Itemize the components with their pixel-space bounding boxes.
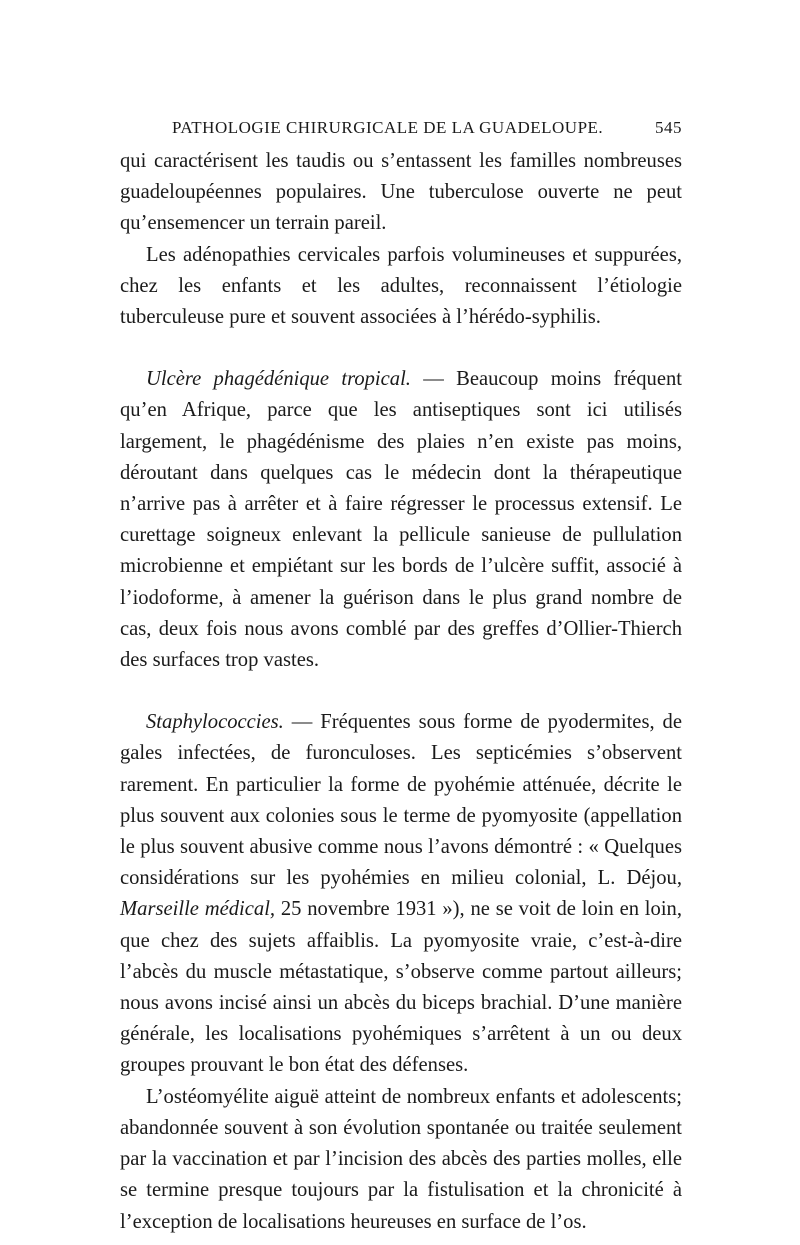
journal-title: Marseille médical,	[120, 898, 276, 921]
paragraph-adenopathies: Les adénopathies cervicales parfois volumineuses et suppurées, chez les enfants et les adultes, reconnaissent l’étiologie tuberculeuse pure et souvent associées à l’hérédo-syphilis.	[120, 243, 682, 329]
paragraph-staph-text-a: — Fréquentes sous forme de pyodermites, de gales infectées, de furonculoses. Les septicémies s’observent rarement. En particulier la forme de pyohémie atténuée, décrite le plus souvent aux colonies sous le terme de pyomyosite (appellation le plus souvent abusive comme nous l’avons démontré : « Quelques considérations sur les pyohémies en milieu colonial, L. Déjou,	[120, 711, 682, 890]
section-heading-staphylococcies: Staphylococcies.	[146, 711, 284, 734]
paragraph-staph-text-b: 25 novembre 1931 »), ne se voit de loin en loin, que chez des sujets affaiblis. La pyomyosite vraie, c’est-à-dire l’abcès du muscle métastatique, s’observe comme partout ailleurs; nous avons incisé ainsi un abcès du biceps brachial. D’une manière générale, les localisations pyohémiques s’arrêtent à un ou deux groupes prouvant le bon état des défenses.	[120, 898, 682, 1077]
paragraph-osteomyelite: L’ostéomyélite aiguë atteint de nombreux enfants et adolescents; abandonnée souvent à son évolution spontanée ou traitée seulement par la vaccination et par l’incision des abcès des parties molles, elle se termine presque toujours par la fistulisation et la chronicité à l’exception de localisations heureuses en surface de l’os.	[120, 1085, 682, 1233]
paragraph-continuation: qui caractérisent les taudis ou s’entassent les familles nombreuses guadeloupéennes populaires. Une tuberculose ouverte ne peut qu’ensemencer un terrain pareil.	[120, 150, 682, 235]
page-header	[120, 118, 682, 142]
page-number: 545	[655, 118, 682, 137]
paragraph-ulcere-text: — Beaucoup moins fréquent qu’en Afrique, parce que les antiseptiques sont ici utilisés largement, le phagédénisme des plaies n’en existe pas moins, déroutant dans quelques cas le médecin dont la thérapeutique n’arrive pas à arrêter et à faire régresser le processus extensif. Le curettage soigneux enlevant la pellicule sanieuse de pullulation microbienne et empiétant sur les bords de l’ulcère suffit, associé à l’iodoforme, à amener la guérison dans le plus grand nombre de cas, deux fois nous avons comblé par des greffes d’Ollier-Thierch des surfaces trop vastes.	[120, 368, 682, 672]
section-heading-ulcere: Ulcère phagédénique tropical.	[146, 368, 411, 391]
paragraph-ulcere	[120, 364, 682, 676]
running-title: PATHOLOGIE CHIRURGICALE DE LA GUADELOUPE.	[172, 118, 604, 137]
paragraph-staphylococcies	[120, 707, 682, 1081]
page-body	[120, 146, 682, 1238]
